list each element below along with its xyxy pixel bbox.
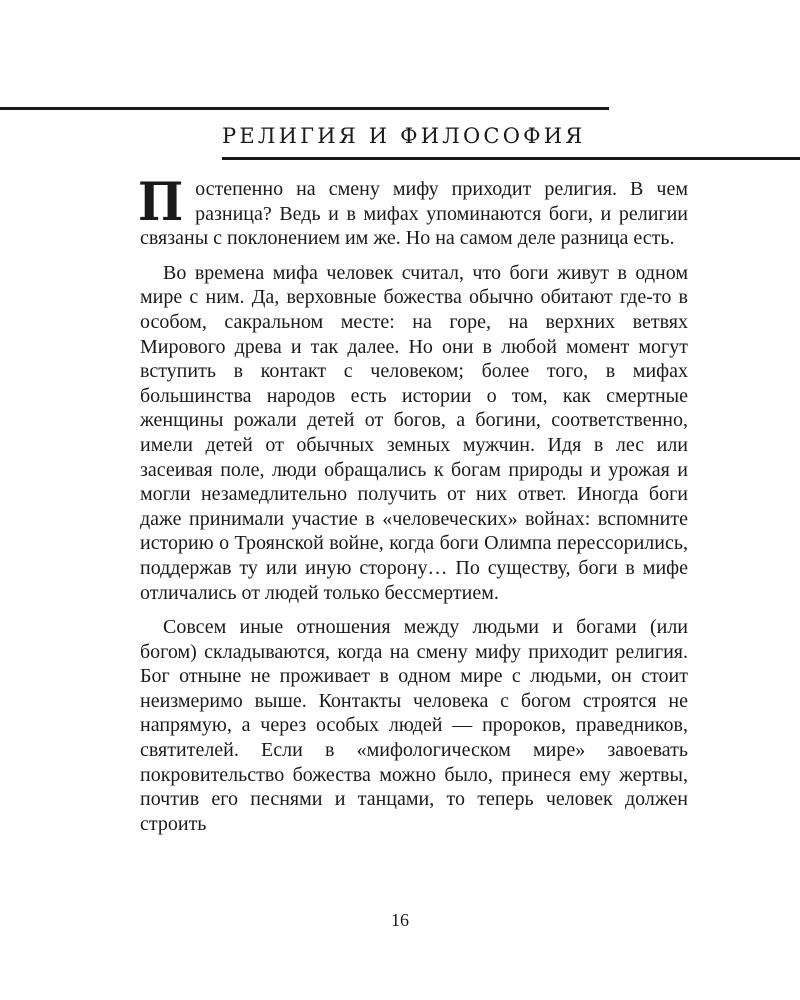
page-number: 16 (391, 910, 409, 930)
paragraph-1 (138, 172, 688, 251)
drop-cap: П (138, 172, 184, 233)
body-text (138, 172, 688, 836)
paragraph-1-text: остепенно на смену мифу приходит религия. В чем разница? Ведь и в мифах упоминаются боги, и религии связаны с поклонением им же. Но на самом деле разница есть. (140, 178, 688, 250)
header-rule-bottom (222, 157, 800, 160)
paragraph-2: Во времена мифа человек считал, что боги живут в одном мире с ним. Да, верховные божества обычно обитают где-то в особом, сакральном месте: на горе, на верхних ветвях Мирового древа и так далее. Но они в любой момент могут вступить в контакт с человеком; более того, в мифах большинства народов есть истории о том, как смертные женщины рожали детей от богов, а богини, соответственно, имели детей от обычных земных мужчин. Идя в лес или засеивая поле, люди обращались к богам природы и урожая и могли незамедлительно получить от них ответ. Иногда боги даже принимали участие в «человеческих» войнах: вспомните историю о Троянской войне, когда боги Олимпа перессорились, поддержав ту или иную сторону… По существу, боги в мифе отличались от людей только бессмертием. (140, 261, 688, 604)
paragraph-3: Совсем иные отношения между людьми и богами (или богом) складываются, когда на смену мифу приходит религия. Бог отныне не проживает в одном мире с людьми, он стоит неизмеримо выше. Контакты человека с богом строятся не напрямую, а через особых людей — пророков, праведников, святителей. Если в «мифологическом мире» завоевать покровительство божества можно было, принеся ему жертвы, почтив его песнями и танцами, то теперь человек должен строить (140, 616, 688, 835)
header-rule-top (0, 107, 609, 110)
chapter-title: РЕЛИГИЯ И ФИЛОСОФИЯ (222, 124, 586, 148)
